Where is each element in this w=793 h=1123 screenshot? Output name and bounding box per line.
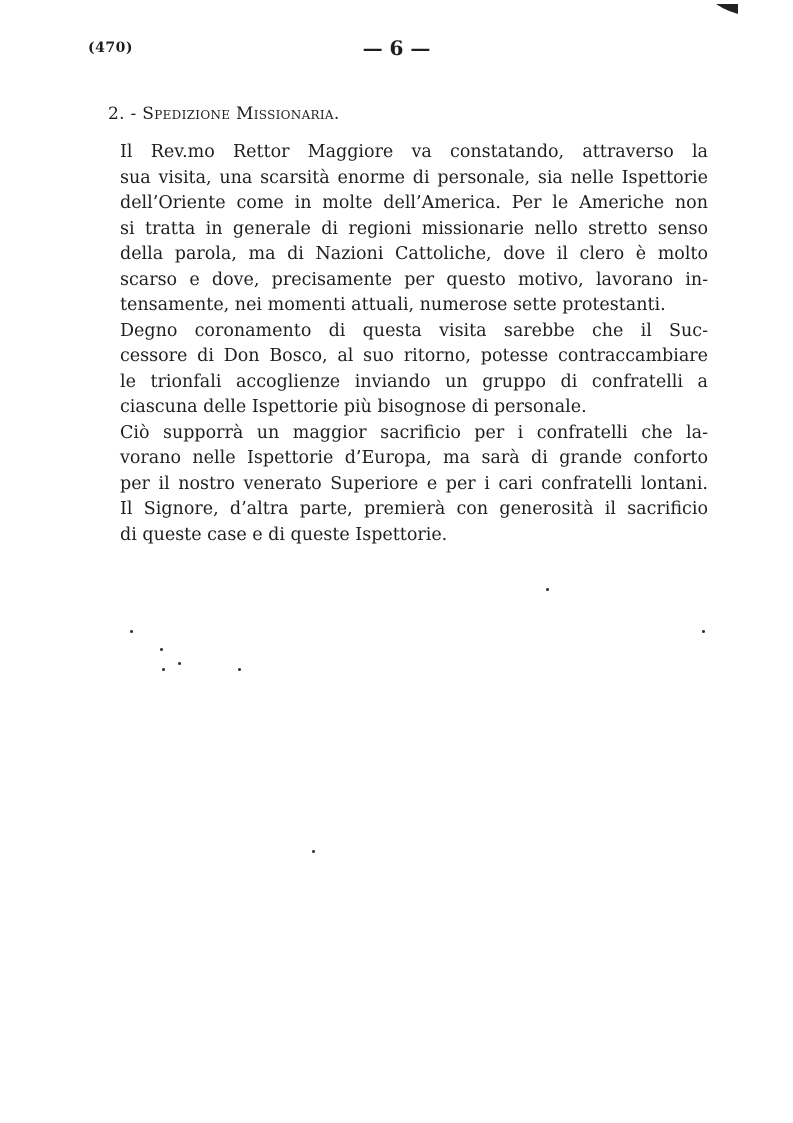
text-line: di queste case e di queste Ispettorie. xyxy=(120,524,448,545)
text-line: Ciò supporrà un maggior sacrificio per i confratelli che la- xyxy=(120,422,708,443)
text-line: Il Rev.mo Rettor Maggiore va constatando, attraverso la xyxy=(120,142,708,162)
section-number: 2. - xyxy=(108,104,137,124)
scan-artifact xyxy=(716,4,738,14)
text-line: si tratta in generale di regioni missionarie nello stretto senso xyxy=(120,218,708,239)
text-line: scarso e dove, precisamente per questo motivo, lavorano in- xyxy=(120,269,708,290)
text-line: vorano nelle Ispettorie d’Europa, ma sarà di grande conforto xyxy=(120,448,708,468)
page-reference: (470) xyxy=(88,40,133,56)
text-line: per il nostro venerato Superiore e per i cari confratelli lontani. xyxy=(120,473,708,494)
text-line: ciascuna delle Ispettorie più bisognose di personale. xyxy=(120,397,587,417)
text-line: le trionfali accoglienze inviando un gruppo di confratelli a xyxy=(120,371,708,392)
text-line: tensamente, nei momenti attuali, numerose sette protestanti. xyxy=(120,295,666,315)
text-line: dell’Oriente come in molte dell’America. Per le Americhe non xyxy=(120,193,708,213)
scan-speck xyxy=(160,648,163,651)
paragraph-1 xyxy=(88,140,708,319)
scan-speck xyxy=(130,630,133,633)
scan-speck xyxy=(312,850,315,853)
scan-speck xyxy=(162,668,165,671)
text-line: della parola, ma di Nazioni Cattoliche, dove il clero è molto xyxy=(120,244,708,264)
body-text xyxy=(88,140,708,548)
scan-speck xyxy=(702,630,705,633)
paragraph-3 xyxy=(88,421,708,549)
scan-speck xyxy=(546,588,549,591)
text-line: Il Signore, d’altra parte, premierà con generosità il sacrificio xyxy=(120,499,708,519)
text-line: cessore di Don Bosco, al suo ritorno, potesse contraccambiare xyxy=(120,346,708,366)
text-line: Degno coronamento di questa visita sarebbe che il Suc- xyxy=(120,320,708,341)
scan-speck xyxy=(178,662,181,665)
page-number: — 6 — xyxy=(362,36,431,60)
scan-speck xyxy=(238,668,241,671)
section-heading xyxy=(108,104,340,124)
paragraph-2 xyxy=(88,319,708,421)
section-title: Spedizione Missionaria. xyxy=(142,104,340,124)
text-line: sua visita, una scarsità enorme di personale, sia nelle Ispettorie xyxy=(120,167,708,188)
